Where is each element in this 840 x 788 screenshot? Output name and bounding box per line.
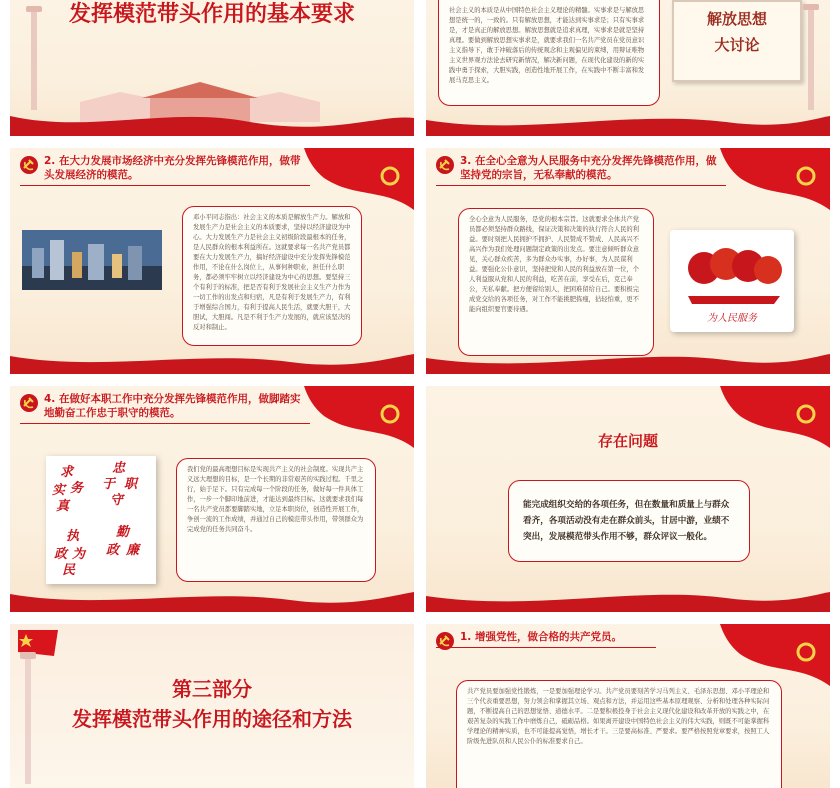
slide-thumbnail-1[interactable] xyxy=(10,0,414,136)
slide-thumbnail-2[interactable] xyxy=(426,0,830,136)
red-flag-icon xyxy=(710,148,830,210)
red-wave-decoration xyxy=(10,348,414,374)
slide-title: 存在问题 xyxy=(597,432,658,450)
calligraphy-card xyxy=(46,456,156,584)
city-skyline-photo xyxy=(22,230,162,290)
slide-thumbnail-5[interactable] xyxy=(10,386,414,612)
slide-thumbnail-6[interactable] xyxy=(426,386,830,612)
red-wave-decoration xyxy=(10,586,414,612)
calligraphy-char: 真 xyxy=(56,499,70,514)
leaders-portrait-card xyxy=(670,230,794,332)
hammer-sickle-icon xyxy=(436,156,454,174)
red-wave-decoration xyxy=(426,586,830,612)
section-heading xyxy=(436,154,726,186)
slide-thumbnail-4[interactable] xyxy=(426,148,830,374)
section-heading-text: 1. 增强党性，做合格的共产党员。 xyxy=(460,631,622,643)
section-heading-text: 3. 在全心全意为人民服务中充分发挥先锋模范作用，做坚持党的宗旨，无私奉献的模范。 xyxy=(460,155,717,181)
calligraphy-char: 执 xyxy=(66,529,80,544)
calligraphy-char: 廉 xyxy=(126,543,140,558)
red-wave-decoration xyxy=(426,110,830,136)
slogan-text: 解放思想 大讨论 xyxy=(706,10,767,54)
hammer-sickle-icon xyxy=(20,156,38,174)
portrait-caption: 为人民服务 xyxy=(707,313,757,324)
hammer-sickle-icon xyxy=(20,394,38,412)
slide-thumbnail-7[interactable] xyxy=(10,624,414,788)
hammer-sickle-icon xyxy=(436,632,454,650)
calligraphy-char: 政 xyxy=(54,547,68,562)
calligraphy-char: 守 xyxy=(110,493,124,508)
red-flag-icon xyxy=(294,386,414,448)
red-flag-icon xyxy=(294,148,414,210)
red-wave-decoration xyxy=(10,110,414,136)
calligraphy-char: 勤 xyxy=(116,525,130,540)
body-text-box: 我们党的最高理想目标是实现共产主义的社会制度。实现共产主义远大理想的目标，是一个长期的非常艰苦的实践过程。千里之行，始于足下。只有完成每一个阶段的任务，做好每一件具体工作，一步一个脚印地前进，才能达到最终目标。这就要求我们每一名共产党员都要脚踏实地，立足本职岗位，创造性开展工作，争创一流的工作成绩，并通过自己的模范带头作用，带领群众为完成党的任务共同奋斗。 xyxy=(176,458,376,582)
part-heading: 发挥模范带头作用的途径和方法 xyxy=(72,707,352,731)
calligraphy-char: 民 xyxy=(62,563,76,578)
red-wave-decoration xyxy=(426,348,830,374)
section-heading xyxy=(20,392,310,424)
slide-thumbnail-3[interactable] xyxy=(10,148,414,374)
calligraphy-char: 忠 xyxy=(112,461,126,476)
part-title xyxy=(10,674,414,734)
body-text-box: 邓小平同志指出：社会主义的本质是解放生产力。解放和发展生产力是社会主义的本质要求，坚持以经济建设为中心。大力发展生产力是社会主义初级阶段最根本的任务，是人民群众的根本利益所在。这就要求每一名共产党员都要在大力发展生产力，搞好经济建设中充分发挥先锋模范作用，不论在什么岗位上，从事何种职业，担任什么职务，都必须牢牢树立以经济建设为中心的思想。要坚持三个有利于的标准，把是否有利于发展社会主义生产力作为一切工作的出发点和归宿，凡是有利于发展生产力，有利于增强综合国力，有利于提高人民生活，就要大胆干，大胆试，大胆闯。凡是不利于生产力发展的，就应该坚决的反对和制止。 xyxy=(182,206,362,346)
body-text-box: 共产党员要加强党性锻炼，一是要加强理论学习。共产党员要刻苦学习马列主义、毛泽东思想、邓小平理论和三个代表重要思想，努力领会和掌握其立场、观点和方法，并运用这些基本原理观察、分析和处理各种实际问题，不断提高自己的思想觉悟、道德水平。二是要积极投身于社会主义现代化建设和改革开放的实践之中，在艰苦复杂的实践工作中磨炼自己，砥砺品格。如果离开建设中国特色社会主义的伟大实践，则既不可能掌握科学理论的精神实质，也不可能提高觉悟，增长才干。三是要高标准、严要求。要严格按照党章要求，按照工人阶级先进队员和人民公仆的标准要求自己。 xyxy=(456,680,782,788)
body-text-box: 社会主义的本质是从中国特色社会主义理论的精髓。实事求是与解放思想是统一的，一致的。只有解放思想，才能达到实事求是；只有实事求是，才是真正的解放思想。解放思想就是追求真理，实事求是就是坚持真理。要做到解放思想实事求是，就要求我们一名共产党员在党员意识主义指导下，敢于冲破落后的传统观念和主观偏见的束缚，用辩证唯物主义世界观方法论去研究新情况，解决新问题，在现代化建设的新的实践中勇于探索，大胆实践，创造性地开展工作，在实践中不断丰富和发展马克思主义。 xyxy=(438,0,660,106)
section-heading-text: 2. 在大力发展市场经济中充分发挥先锋模范作用，做带头发展经济的模范。 xyxy=(44,155,301,181)
calligraphy-char: 务 xyxy=(70,481,84,496)
huabiao-pillar-icon xyxy=(802,0,820,110)
calligraphy-char: 求 xyxy=(60,465,74,480)
body-text-box: 能完成组织交给的各项任务，但在数量和质量上与群众看齐，各项活动没有走在群众前头，甘居中游，业绩不突出，发展模范带头作用不够，群众评议一般化。 xyxy=(508,480,750,562)
section-heading xyxy=(20,154,310,186)
body-text-box: 全心全意为人民服务，是党的根本宗旨。这就要求全体共产党员都必须坚持群众路线，保证决策和决策的执行符合人民的利益。要时刻把人民拥护不拥护、人民赞成不赞成、人民高兴不高兴作为我们处理问题制定政策的出发点。要注意倾听群众意见，关心群众疾苦，多为群众办实事，办好事，为人民谋利益。要强化公仆意识，坚持把党和人民的利益放在第一位，个人利益服从党和人民的利益，吃苦在前，享受在后，克己奉公，无私奉献。把方便留给别人，把困难留给自己。要积极完成党交给的各项任务，对工作不能挑肥拣瘦，拈轻怕重，更不能向组织要官要待遇。 xyxy=(458,208,654,356)
slide-title: 发挥模范带头作用的基本要求 xyxy=(68,2,355,27)
slide-thumbnail-8[interactable] xyxy=(426,624,830,788)
section-heading xyxy=(436,630,656,648)
section-heading-text: 4. 在做好本职工作中充分发挥先锋模范作用，做脚踏实地勤奋工作忠于职守的模范。 xyxy=(44,393,301,419)
part-label: 第三部分 xyxy=(172,677,252,701)
calligraphy-char: 职 xyxy=(124,477,138,492)
calligraphy-char: 为 xyxy=(72,547,86,562)
red-flag-icon xyxy=(710,624,830,686)
calligraphy-char: 于 xyxy=(102,477,116,492)
calligraphy-char: 实 xyxy=(52,483,66,498)
slogan-card xyxy=(672,0,802,82)
calligraphy-char: 政 xyxy=(106,543,120,558)
